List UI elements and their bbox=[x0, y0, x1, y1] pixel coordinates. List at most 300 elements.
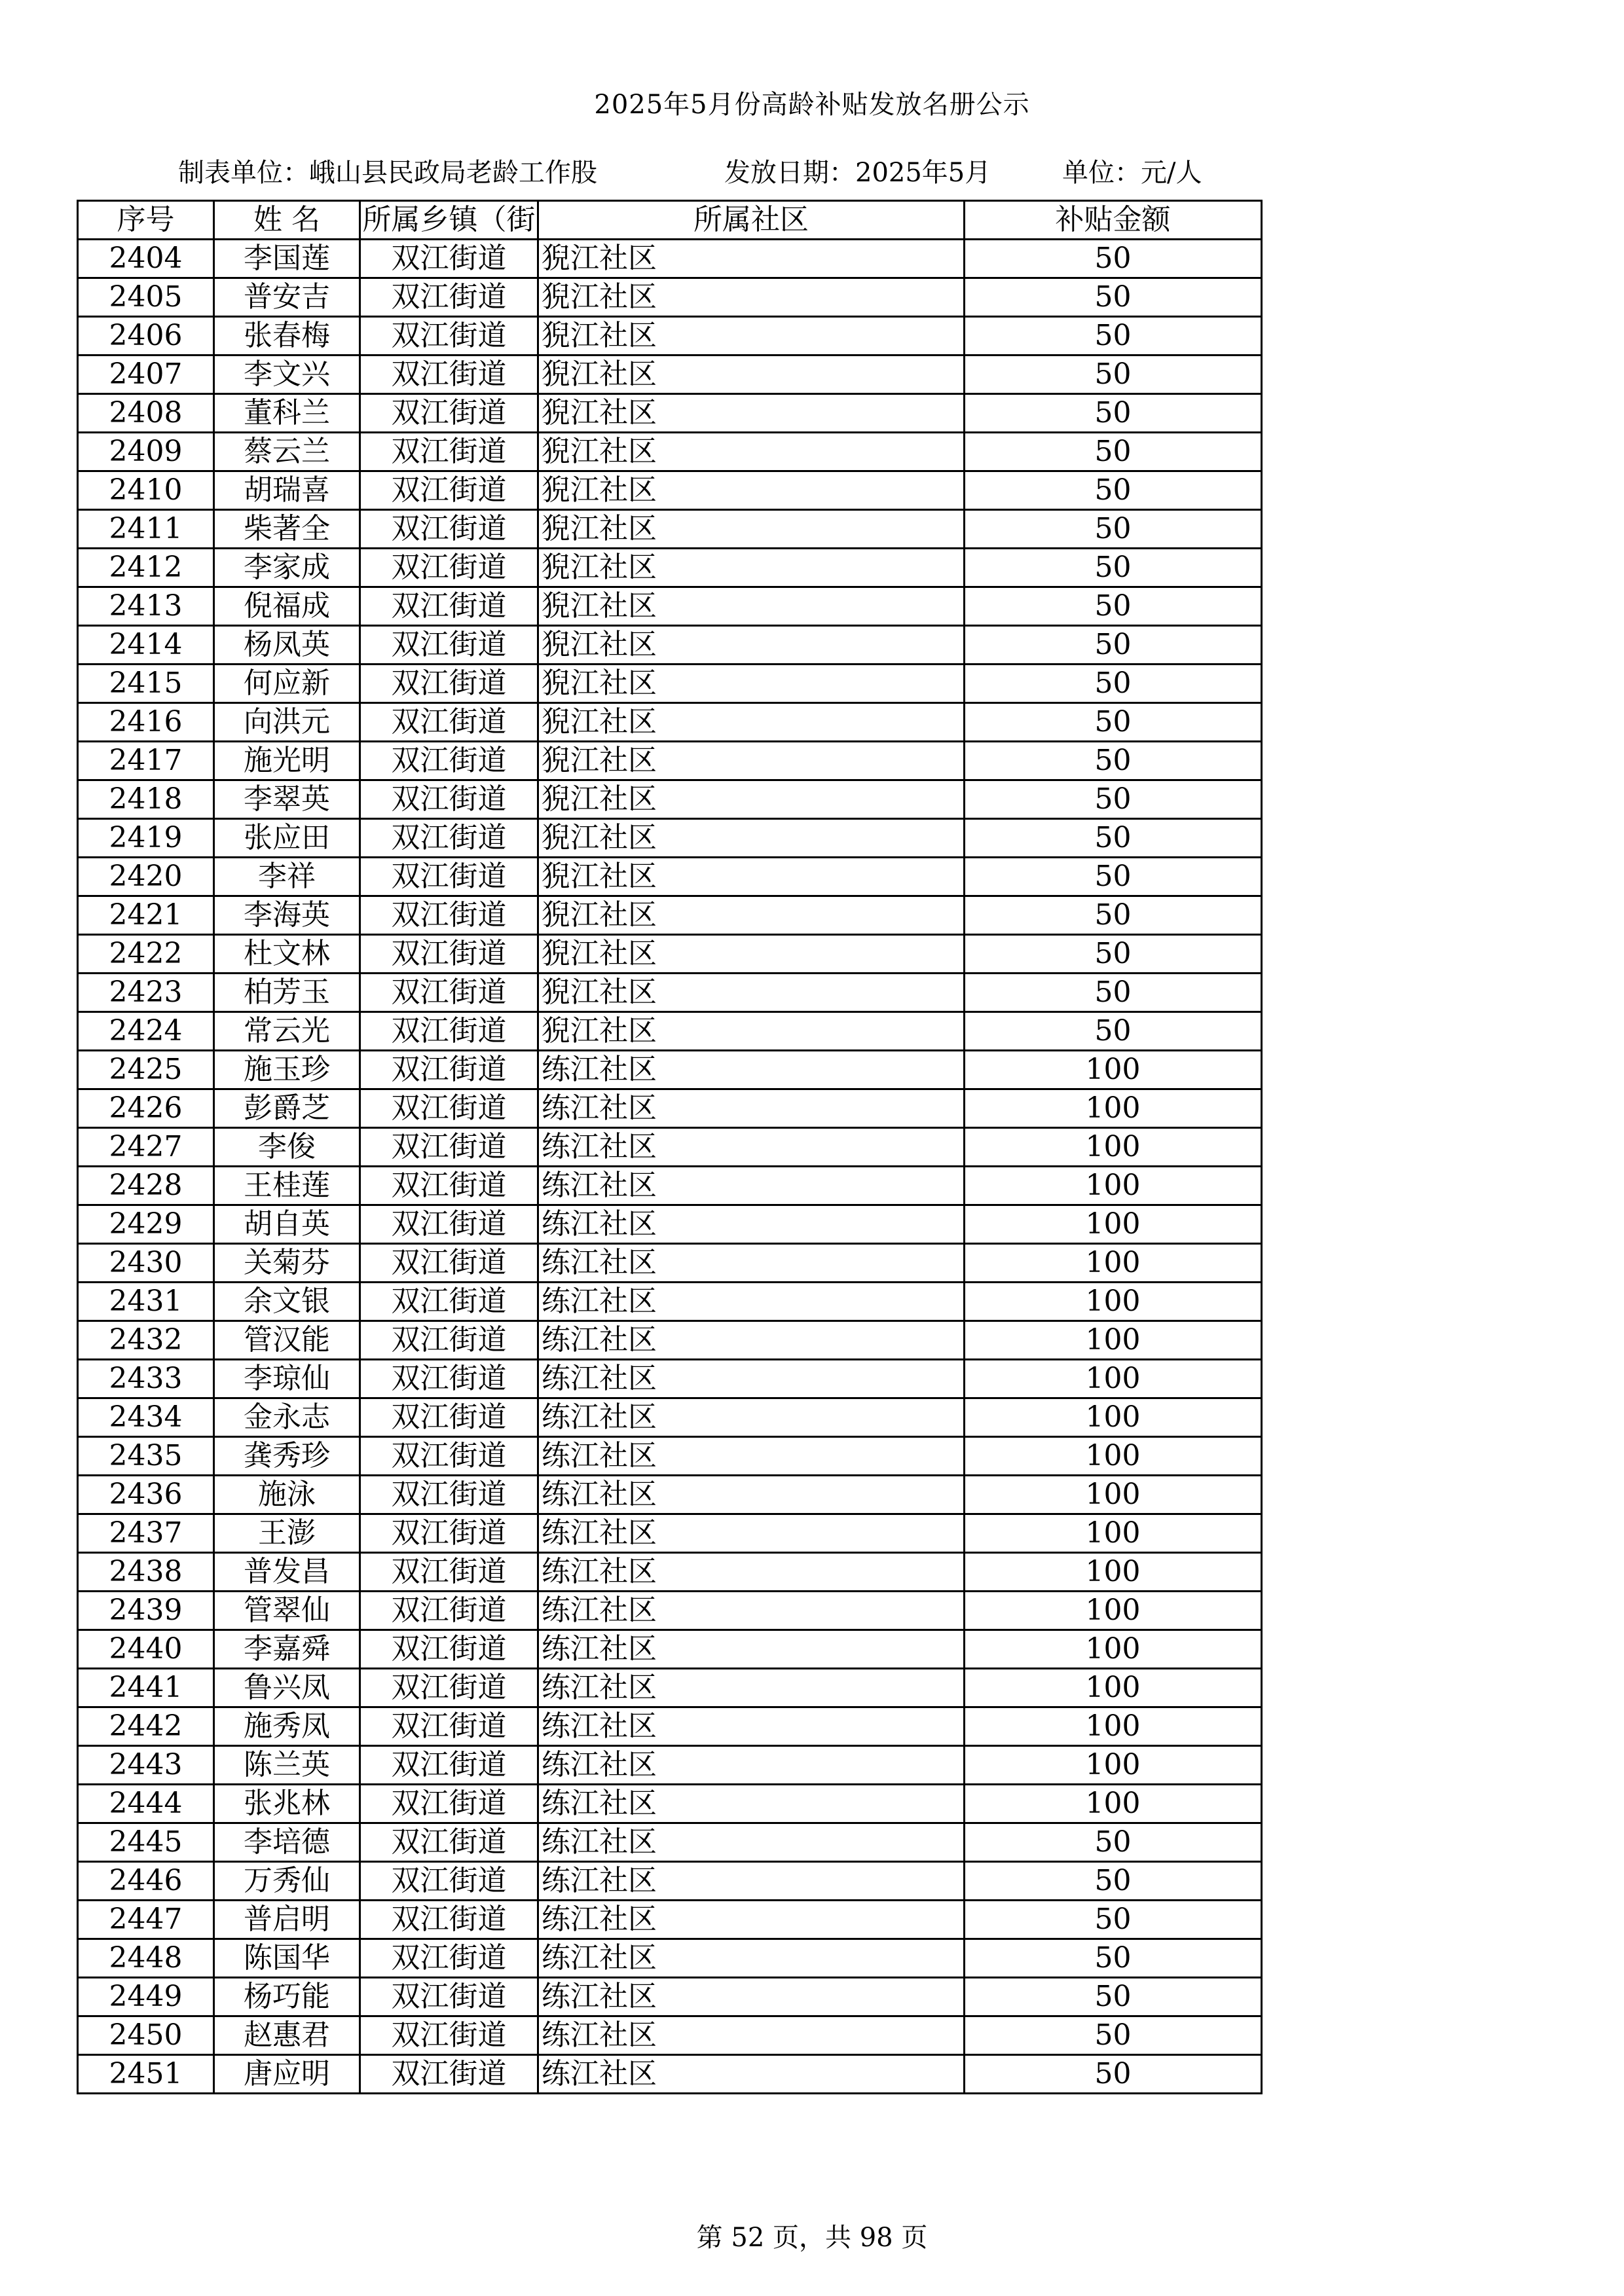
cell-amount: 100 bbox=[965, 1051, 1262, 1089]
cell-township: 双江街道 bbox=[360, 1553, 538, 1592]
issue-date: 发放日期：2025年5月 bbox=[724, 158, 991, 188]
cell-serial: 2444 bbox=[78, 1785, 214, 1823]
table-row bbox=[78, 935, 1262, 974]
cell-serial: 2445 bbox=[78, 1823, 214, 1862]
table-row bbox=[78, 1205, 1262, 1244]
cell-serial: 2442 bbox=[78, 1707, 214, 1746]
cell-name: 倪福成 bbox=[214, 587, 360, 626]
cell-serial: 2409 bbox=[78, 433, 214, 471]
cell-name: 李家成 bbox=[214, 549, 360, 587]
cell-township: 双江街道 bbox=[360, 1051, 538, 1089]
cell-township: 双江街道 bbox=[360, 1012, 538, 1051]
cell-serial: 2410 bbox=[78, 471, 214, 510]
cell-amount: 100 bbox=[965, 1128, 1262, 1167]
document-meta bbox=[0, 152, 1624, 191]
cell-amount: 100 bbox=[965, 1283, 1262, 1321]
cell-amount: 100 bbox=[965, 1476, 1262, 1514]
cell-township: 双江街道 bbox=[360, 703, 538, 742]
cell-serial: 2438 bbox=[78, 1553, 214, 1592]
cell-name: 王桂莲 bbox=[214, 1167, 360, 1205]
table-row bbox=[78, 1669, 1262, 1707]
header-community: 所属社区 bbox=[538, 201, 965, 240]
header-serial: 序号 bbox=[78, 201, 214, 240]
cell-community: 猊江社区 bbox=[538, 935, 965, 974]
cell-amount: 100 bbox=[965, 1205, 1262, 1244]
table-row bbox=[78, 1051, 1262, 1089]
cell-serial: 2448 bbox=[78, 1939, 214, 1978]
cell-amount: 50 bbox=[965, 1012, 1262, 1051]
cell-serial: 2417 bbox=[78, 742, 214, 780]
cell-serial: 2404 bbox=[78, 240, 214, 278]
cell-community: 练江社区 bbox=[538, 1669, 965, 1707]
cell-amount: 50 bbox=[965, 317, 1262, 355]
cell-amount: 50 bbox=[965, 1978, 1262, 2016]
cell-township: 双江街道 bbox=[360, 2055, 538, 2094]
cell-community: 猊江社区 bbox=[538, 858, 965, 896]
cell-amount: 100 bbox=[965, 1785, 1262, 1823]
table-row bbox=[78, 1901, 1262, 1939]
cell-serial: 2405 bbox=[78, 278, 214, 317]
cell-serial: 2451 bbox=[78, 2055, 214, 2094]
cell-community: 猊江社区 bbox=[538, 317, 965, 355]
cell-amount: 50 bbox=[965, 780, 1262, 819]
cell-community: 练江社区 bbox=[538, 1437, 965, 1476]
table-row bbox=[78, 1630, 1262, 1669]
cell-community: 猊江社区 bbox=[538, 703, 965, 742]
cell-name: 杨凤英 bbox=[214, 626, 360, 665]
cell-township: 双江街道 bbox=[360, 510, 538, 549]
cell-name: 张春梅 bbox=[214, 317, 360, 355]
cell-serial: 2440 bbox=[78, 1630, 214, 1669]
cell-amount: 100 bbox=[965, 1707, 1262, 1746]
cell-amount: 50 bbox=[965, 742, 1262, 780]
cell-serial: 2429 bbox=[78, 1205, 214, 1244]
cell-amount: 50 bbox=[965, 1901, 1262, 1939]
cell-township: 双江街道 bbox=[360, 1321, 538, 1360]
table-row bbox=[78, 1823, 1262, 1862]
cell-community: 猊江社区 bbox=[538, 587, 965, 626]
table-row bbox=[78, 1746, 1262, 1785]
cell-township: 双江街道 bbox=[360, 742, 538, 780]
cell-serial: 2415 bbox=[78, 665, 214, 703]
cell-name: 向洪元 bbox=[214, 703, 360, 742]
cell-serial: 2424 bbox=[78, 1012, 214, 1051]
cell-community: 猊江社区 bbox=[538, 278, 965, 317]
cell-name: 唐应明 bbox=[214, 2055, 360, 2094]
cell-serial: 2411 bbox=[78, 510, 214, 549]
cell-serial: 2416 bbox=[78, 703, 214, 742]
cell-serial: 2435 bbox=[78, 1437, 214, 1476]
cell-amount: 100 bbox=[965, 1321, 1262, 1360]
cell-name: 胡自英 bbox=[214, 1205, 360, 1244]
cell-serial: 2426 bbox=[78, 1089, 214, 1128]
cell-township: 双江街道 bbox=[360, 1823, 538, 1862]
table-row bbox=[78, 1012, 1262, 1051]
cell-community: 练江社区 bbox=[538, 1630, 965, 1669]
cell-serial: 2434 bbox=[78, 1398, 214, 1437]
cell-township: 双江街道 bbox=[360, 355, 538, 394]
cell-serial: 2414 bbox=[78, 626, 214, 665]
table-row bbox=[78, 1244, 1262, 1283]
cell-amount: 100 bbox=[965, 1592, 1262, 1630]
cell-township: 双江街道 bbox=[360, 1707, 538, 1746]
cell-name: 陈国华 bbox=[214, 1939, 360, 1978]
table-row bbox=[78, 1553, 1262, 1592]
cell-amount: 100 bbox=[965, 1167, 1262, 1205]
cell-township: 双江街道 bbox=[360, 433, 538, 471]
table-row bbox=[78, 549, 1262, 587]
cell-serial: 2447 bbox=[78, 1901, 214, 1939]
cell-name: 李琼仙 bbox=[214, 1360, 360, 1398]
cell-serial: 2443 bbox=[78, 1746, 214, 1785]
cell-name: 李翠英 bbox=[214, 780, 360, 819]
cell-amount: 50 bbox=[965, 974, 1262, 1012]
table-row bbox=[78, 355, 1262, 394]
cell-name: 陈兰英 bbox=[214, 1746, 360, 1785]
cell-name: 管翠仙 bbox=[214, 1592, 360, 1630]
cell-community: 猊江社区 bbox=[538, 1012, 965, 1051]
cell-amount: 100 bbox=[965, 1514, 1262, 1553]
cell-amount: 50 bbox=[965, 896, 1262, 935]
header-amount: 补贴金额 bbox=[965, 201, 1262, 240]
cell-township: 双江街道 bbox=[360, 278, 538, 317]
cell-township: 双江街道 bbox=[360, 1476, 538, 1514]
table-row bbox=[78, 626, 1262, 665]
cell-township: 双江街道 bbox=[360, 240, 538, 278]
cell-name: 普发昌 bbox=[214, 1553, 360, 1592]
cell-serial: 2427 bbox=[78, 1128, 214, 1167]
cell-amount: 50 bbox=[965, 394, 1262, 433]
table-row bbox=[78, 587, 1262, 626]
cell-name: 赵惠君 bbox=[214, 2016, 360, 2055]
cell-community: 猊江社区 bbox=[538, 819, 965, 858]
cell-community: 练江社区 bbox=[538, 1978, 965, 2016]
cell-name: 李国莲 bbox=[214, 240, 360, 278]
cell-serial: 2450 bbox=[78, 2016, 214, 2055]
issuing-unit: 制表单位：峨山县民政局老龄工作股 bbox=[178, 158, 597, 188]
table-row bbox=[78, 471, 1262, 510]
cell-serial: 2430 bbox=[78, 1244, 214, 1283]
cell-serial: 2412 bbox=[78, 549, 214, 587]
cell-amount: 50 bbox=[965, 471, 1262, 510]
cell-name: 柏芳玉 bbox=[214, 974, 360, 1012]
cell-name: 李祥 bbox=[214, 858, 360, 896]
cell-name: 鲁兴凤 bbox=[214, 1669, 360, 1707]
table-row bbox=[78, 896, 1262, 935]
cell-community: 练江社区 bbox=[538, 1051, 965, 1089]
cell-amount: 50 bbox=[965, 819, 1262, 858]
cell-township: 双江街道 bbox=[360, 1167, 538, 1205]
cell-amount: 100 bbox=[965, 1553, 1262, 1592]
cell-serial: 2422 bbox=[78, 935, 214, 974]
cell-amount: 50 bbox=[965, 665, 1262, 703]
cell-amount: 100 bbox=[965, 1089, 1262, 1128]
cell-township: 双江街道 bbox=[360, 1089, 538, 1128]
cell-name: 张兆林 bbox=[214, 1785, 360, 1823]
cell-amount: 50 bbox=[965, 1939, 1262, 1978]
cell-community: 猊江社区 bbox=[538, 549, 965, 587]
cell-name: 王澎 bbox=[214, 1514, 360, 1553]
table-row bbox=[78, 1785, 1262, 1823]
cell-name: 龚秀珍 bbox=[214, 1437, 360, 1476]
cell-community: 猊江社区 bbox=[538, 742, 965, 780]
cell-community: 练江社区 bbox=[538, 1785, 965, 1823]
table-row bbox=[78, 317, 1262, 355]
cell-township: 双江街道 bbox=[360, 317, 538, 355]
header-township: 所属乡镇（街 bbox=[360, 201, 538, 240]
cell-name: 施玉珍 bbox=[214, 1051, 360, 1089]
currency-unit: 单位：元/人 bbox=[1062, 158, 1202, 188]
cell-name: 李海英 bbox=[214, 896, 360, 935]
cell-township: 双江街道 bbox=[360, 935, 538, 974]
cell-amount: 100 bbox=[965, 1746, 1262, 1785]
cell-serial: 2441 bbox=[78, 1669, 214, 1707]
table-row bbox=[78, 1514, 1262, 1553]
cell-township: 双江街道 bbox=[360, 549, 538, 587]
cell-serial: 2408 bbox=[78, 394, 214, 433]
cell-name: 杨巧能 bbox=[214, 1978, 360, 2016]
cell-serial: 2423 bbox=[78, 974, 214, 1012]
cell-community: 练江社区 bbox=[538, 1707, 965, 1746]
cell-amount: 50 bbox=[965, 278, 1262, 317]
cell-amount: 50 bbox=[965, 355, 1262, 394]
cell-community: 练江社区 bbox=[538, 1398, 965, 1437]
cell-serial: 2425 bbox=[78, 1051, 214, 1089]
cell-serial: 2428 bbox=[78, 1167, 214, 1205]
cell-name: 何应新 bbox=[214, 665, 360, 703]
cell-name: 关菊芬 bbox=[214, 1244, 360, 1283]
table-row bbox=[78, 1089, 1262, 1128]
cell-community: 练江社区 bbox=[538, 1244, 965, 1283]
cell-community: 猊江社区 bbox=[538, 626, 965, 665]
cell-name: 普安吉 bbox=[214, 278, 360, 317]
cell-name: 常云光 bbox=[214, 1012, 360, 1051]
cell-serial: 2407 bbox=[78, 355, 214, 394]
cell-township: 双江街道 bbox=[360, 819, 538, 858]
cell-serial: 2421 bbox=[78, 896, 214, 935]
cell-name: 金永志 bbox=[214, 1398, 360, 1437]
cell-name: 李文兴 bbox=[214, 355, 360, 394]
cell-community: 猊江社区 bbox=[538, 510, 965, 549]
cell-name: 胡瑞喜 bbox=[214, 471, 360, 510]
table-row bbox=[78, 1939, 1262, 1978]
table-row bbox=[78, 1592, 1262, 1630]
cell-amount: 50 bbox=[965, 935, 1262, 974]
cell-township: 双江街道 bbox=[360, 1360, 538, 1398]
cell-amount: 50 bbox=[965, 549, 1262, 587]
cell-township: 双江街道 bbox=[360, 471, 538, 510]
cell-name: 万秀仙 bbox=[214, 1862, 360, 1901]
cell-amount: 50 bbox=[965, 240, 1262, 278]
cell-community: 练江社区 bbox=[538, 1089, 965, 1128]
table-row bbox=[78, 2016, 1262, 2055]
cell-community: 练江社区 bbox=[538, 1321, 965, 1360]
cell-community: 练江社区 bbox=[538, 1823, 965, 1862]
cell-amount: 50 bbox=[965, 587, 1262, 626]
cell-township: 双江街道 bbox=[360, 896, 538, 935]
page-number: 第 52 页，共 98 页 bbox=[696, 2223, 928, 2253]
cell-township: 双江街道 bbox=[360, 587, 538, 626]
cell-township: 双江街道 bbox=[360, 858, 538, 896]
header-name: 姓 名 bbox=[214, 201, 360, 240]
cell-community: 练江社区 bbox=[538, 1592, 965, 1630]
cell-name: 余文银 bbox=[214, 1283, 360, 1321]
table-row bbox=[78, 665, 1262, 703]
cell-township: 双江街道 bbox=[360, 1862, 538, 1901]
table-row bbox=[78, 1437, 1262, 1476]
cell-serial: 2446 bbox=[78, 1862, 214, 1901]
cell-community: 猊江社区 bbox=[538, 240, 965, 278]
cell-community: 猊江社区 bbox=[538, 394, 965, 433]
cell-serial: 2418 bbox=[78, 780, 214, 819]
cell-amount: 100 bbox=[965, 1360, 1262, 1398]
cell-serial: 2439 bbox=[78, 1592, 214, 1630]
cell-community: 练江社区 bbox=[538, 1128, 965, 1167]
table-row bbox=[78, 394, 1262, 433]
table-row bbox=[78, 433, 1262, 471]
cell-township: 双江街道 bbox=[360, 2016, 538, 2055]
cell-township: 双江街道 bbox=[360, 1128, 538, 1167]
cell-community: 练江社区 bbox=[538, 1514, 965, 1553]
subsidy-table bbox=[77, 200, 1263, 2094]
cell-name: 李俊 bbox=[214, 1128, 360, 1167]
cell-name: 管汉能 bbox=[214, 1321, 360, 1360]
cell-township: 双江街道 bbox=[360, 1592, 538, 1630]
cell-community: 猊江社区 bbox=[538, 896, 965, 935]
cell-amount: 100 bbox=[965, 1398, 1262, 1437]
cell-community: 练江社区 bbox=[538, 1939, 965, 1978]
cell-community: 练江社区 bbox=[538, 1862, 965, 1901]
cell-amount: 50 bbox=[965, 2055, 1262, 2094]
cell-township: 双江街道 bbox=[360, 626, 538, 665]
cell-amount: 50 bbox=[965, 1862, 1262, 1901]
cell-community: 练江社区 bbox=[538, 1205, 965, 1244]
cell-name: 施光明 bbox=[214, 742, 360, 780]
cell-serial: 2431 bbox=[78, 1283, 214, 1321]
cell-township: 双江街道 bbox=[360, 1398, 538, 1437]
cell-township: 双江街道 bbox=[360, 1746, 538, 1785]
cell-name: 施秀凤 bbox=[214, 1707, 360, 1746]
table-row bbox=[78, 858, 1262, 896]
cell-township: 双江街道 bbox=[360, 1901, 538, 1939]
cell-township: 双江街道 bbox=[360, 780, 538, 819]
cell-name: 杜文林 bbox=[214, 935, 360, 974]
cell-name: 施泳 bbox=[214, 1476, 360, 1514]
cell-community: 练江社区 bbox=[538, 2016, 965, 2055]
cell-amount: 50 bbox=[965, 703, 1262, 742]
cell-amount: 50 bbox=[965, 2016, 1262, 2055]
table-row bbox=[78, 703, 1262, 742]
cell-community: 猊江社区 bbox=[538, 433, 965, 471]
cell-serial: 2432 bbox=[78, 1321, 214, 1360]
cell-name: 柴著全 bbox=[214, 510, 360, 549]
cell-township: 双江街道 bbox=[360, 1514, 538, 1553]
cell-township: 双江街道 bbox=[360, 1437, 538, 1476]
cell-community: 练江社区 bbox=[538, 1553, 965, 1592]
table-body bbox=[78, 240, 1262, 2094]
cell-community: 练江社区 bbox=[538, 2055, 965, 2094]
cell-amount: 50 bbox=[965, 626, 1262, 665]
table-row bbox=[78, 510, 1262, 549]
table-row bbox=[78, 974, 1262, 1012]
cell-township: 双江街道 bbox=[360, 1785, 538, 1823]
cell-amount: 100 bbox=[965, 1437, 1262, 1476]
cell-amount: 100 bbox=[965, 1630, 1262, 1669]
cell-name: 张应田 bbox=[214, 819, 360, 858]
cell-amount: 100 bbox=[965, 1244, 1262, 1283]
table-row bbox=[78, 1398, 1262, 1437]
cell-name: 蔡云兰 bbox=[214, 433, 360, 471]
cell-name: 李培德 bbox=[214, 1823, 360, 1862]
cell-amount: 50 bbox=[965, 1823, 1262, 1862]
cell-community: 猊江社区 bbox=[538, 780, 965, 819]
cell-community: 猊江社区 bbox=[538, 471, 965, 510]
cell-serial: 2413 bbox=[78, 587, 214, 626]
document-title: 2025年5月份高龄补贴发放名册公示 bbox=[594, 90, 1030, 120]
cell-serial: 2419 bbox=[78, 819, 214, 858]
cell-township: 双江街道 bbox=[360, 1630, 538, 1669]
cell-amount: 100 bbox=[965, 1669, 1262, 1707]
cell-amount: 50 bbox=[965, 858, 1262, 896]
cell-community: 练江社区 bbox=[538, 1167, 965, 1205]
cell-community: 猊江社区 bbox=[538, 665, 965, 703]
cell-name: 普启明 bbox=[214, 1901, 360, 1939]
cell-community: 练江社区 bbox=[538, 1360, 965, 1398]
table-row bbox=[78, 1167, 1262, 1205]
table-row bbox=[78, 819, 1262, 858]
table-row bbox=[78, 780, 1262, 819]
table-row bbox=[78, 278, 1262, 317]
cell-serial: 2449 bbox=[78, 1978, 214, 2016]
cell-township: 双江街道 bbox=[360, 394, 538, 433]
cell-township: 双江街道 bbox=[360, 1939, 538, 1978]
cell-name: 彭爵芝 bbox=[214, 1089, 360, 1128]
cell-community: 练江社区 bbox=[538, 1476, 965, 1514]
cell-serial: 2437 bbox=[78, 1514, 214, 1553]
table-row bbox=[78, 742, 1262, 780]
table-row bbox=[78, 1128, 1262, 1167]
cell-township: 双江街道 bbox=[360, 1978, 538, 2016]
cell-name: 李嘉舜 bbox=[214, 1630, 360, 1669]
table-row bbox=[78, 1862, 1262, 1901]
cell-serial: 2436 bbox=[78, 1476, 214, 1514]
cell-serial: 2406 bbox=[78, 317, 214, 355]
cell-community: 猊江社区 bbox=[538, 974, 965, 1012]
table-row bbox=[78, 1978, 1262, 2016]
cell-township: 双江街道 bbox=[360, 665, 538, 703]
cell-township: 双江街道 bbox=[360, 1244, 538, 1283]
cell-amount: 50 bbox=[965, 510, 1262, 549]
cell-township: 双江街道 bbox=[360, 1205, 538, 1244]
cell-serial: 2420 bbox=[78, 858, 214, 896]
table-row bbox=[78, 1707, 1262, 1746]
cell-township: 双江街道 bbox=[360, 974, 538, 1012]
cell-community: 练江社区 bbox=[538, 1746, 965, 1785]
cell-township: 双江街道 bbox=[360, 1669, 538, 1707]
table-row bbox=[78, 1321, 1262, 1360]
cell-serial: 2433 bbox=[78, 1360, 214, 1398]
cell-community: 猊江社区 bbox=[538, 355, 965, 394]
table-row bbox=[78, 240, 1262, 278]
table-row bbox=[78, 1360, 1262, 1398]
table-row bbox=[78, 1283, 1262, 1321]
cell-community: 练江社区 bbox=[538, 1901, 965, 1939]
cell-township: 双江街道 bbox=[360, 1283, 538, 1321]
table-row bbox=[78, 2055, 1262, 2094]
table-header-row bbox=[78, 201, 1262, 240]
page-footer bbox=[0, 2217, 1624, 2254]
cell-name: 董科兰 bbox=[214, 394, 360, 433]
